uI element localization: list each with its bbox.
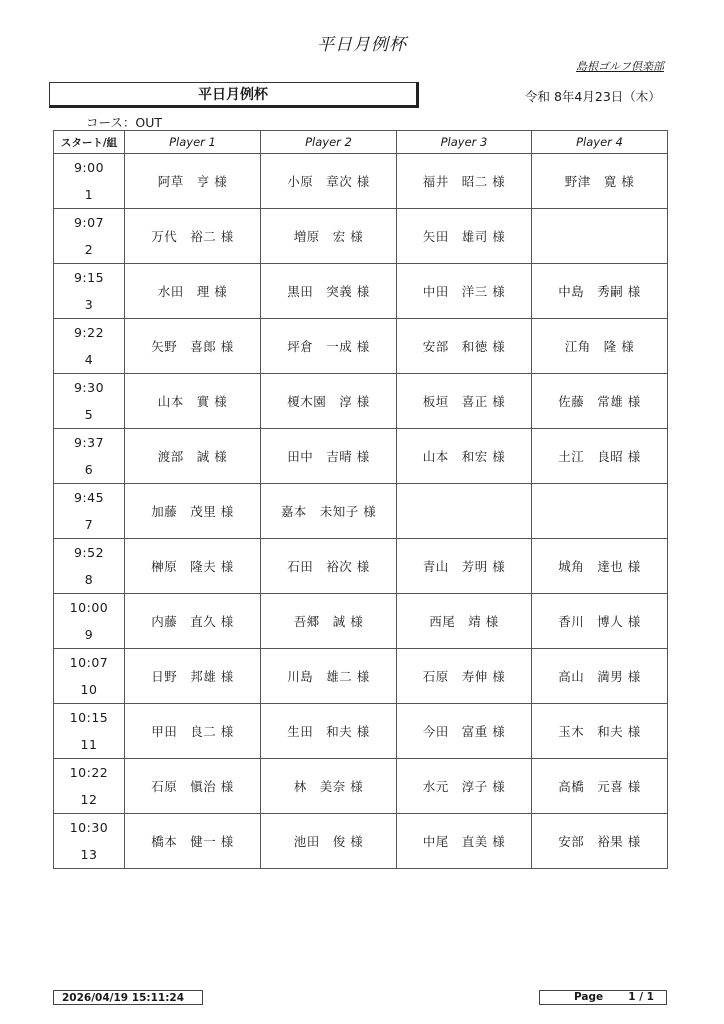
player-cell: 阿草 亨 様 [125,154,261,209]
start-slot-cell [54,814,125,869]
player-cell: 万代 裕二 様 [125,209,261,264]
player-cell: 橋本 健一 様 [125,814,261,869]
group-number: 6 [84,462,94,477]
player-cell: 矢田 雄司 様 [397,209,532,264]
player-cell: 土江 良昭 様 [532,429,668,484]
player-cell: 城角 達也 様 [532,539,668,594]
player-cell: 小原 章次 様 [261,154,397,209]
player-cell: 青山 芳明 様 [397,539,532,594]
player-cell: 黒田 突義 様 [261,264,397,319]
player-cell: 山本 實 様 [125,374,261,429]
start-time: 10:22 [69,765,109,780]
player-cell: 増原 宏 様 [261,209,397,264]
table-row [54,814,668,869]
player-cell: 中田 洋三 様 [397,264,532,319]
table-row [54,209,668,264]
player-cell: 矢野 喜郎 様 [125,319,261,374]
group-number: 10 [80,682,98,697]
table-row [54,594,668,649]
player-cell [532,209,668,264]
player-cell: 林 美奈 様 [261,759,397,814]
player-cell: 高山 満男 様 [532,649,668,704]
course-label: コース：OUT [86,115,162,130]
group-number: 13 [80,847,98,862]
page-label: Page [574,991,604,1003]
player-cell: 甲田 良二 様 [125,704,261,759]
player-cell: 安部 和徳 様 [397,319,532,374]
column-header-player-4: Player 4 [532,131,668,154]
group-number: 5 [84,407,94,422]
player-cell: 石原 寿伸 様 [397,649,532,704]
player-cell: 石田 裕次 様 [261,539,397,594]
table-row [54,154,668,209]
player-cell: 安部 裕果 様 [532,814,668,869]
start-slot-cell [54,374,125,429]
start-time: 9:00 [73,160,105,175]
page-indicator [539,990,667,1005]
player-cell: 池田 俊 様 [261,814,397,869]
start-time: 9:15 [73,270,105,285]
column-header-player-1: Player 1 [125,131,261,154]
start-slot-cell [54,539,125,594]
table-row [54,429,668,484]
player-cell: 佐藤 常雄 様 [532,374,668,429]
table-row [54,759,668,814]
player-cell [532,484,668,539]
start-slot-cell [54,704,125,759]
player-cell: 今田 富重 様 [397,704,532,759]
group-number: 1 [84,187,94,202]
start-slot-cell [54,429,125,484]
start-slot-cell [54,154,125,209]
player-cell: 野津 寛 様 [532,154,668,209]
start-time: 9:22 [73,325,105,340]
group-number: 4 [84,352,94,367]
event-date: 令和 8年4月23日（木） [525,89,661,104]
table-row [54,264,668,319]
group-number: 9 [84,627,94,642]
event-title-box: 平日月例杯 [49,82,419,108]
player-cell [397,484,532,539]
player-cell: 水元 淳子 様 [397,759,532,814]
player-cell: 嘉本 未知子 様 [261,484,397,539]
group-number: 12 [80,792,98,807]
player-cell: 西尾 靖 様 [397,594,532,649]
start-time: 10:30 [69,820,109,835]
page-number: 1 / 1 [628,991,654,1003]
start-slot-cell [54,484,125,539]
player-cell: 日野 邦雄 様 [125,649,261,704]
group-number: 8 [84,572,94,587]
group-number: 11 [80,737,98,752]
start-slot-cell [54,594,125,649]
start-slot-cell [54,209,125,264]
player-cell: 生田 和夫 様 [261,704,397,759]
tee-schedule-table [53,130,668,869]
player-cell: 榎木園 淳 様 [261,374,397,429]
player-cell: 榊原 隆夫 様 [125,539,261,594]
group-number: 7 [84,517,94,532]
player-cell: 内藤 直久 様 [125,594,261,649]
group-number: 3 [84,297,94,312]
print-timestamp: 2026/04/19 15:11:24 [53,990,203,1005]
table-row [54,649,668,704]
start-time: 10:00 [69,600,109,615]
start-slot-cell [54,759,125,814]
group-number: 2 [84,242,94,257]
column-header-player-3: Player 3 [397,131,532,154]
player-cell: 水田 理 様 [125,264,261,319]
player-cell: 中島 秀嗣 様 [532,264,668,319]
table-row [54,374,668,429]
player-cell: 石原 愼治 様 [125,759,261,814]
player-cell: 江角 隆 様 [532,319,668,374]
table-row [54,319,668,374]
table-body [54,154,668,869]
player-cell: 渡部 誠 様 [125,429,261,484]
table-row [54,539,668,594]
start-slot-cell [54,649,125,704]
start-time: 9:30 [73,380,105,395]
table-header-row [54,131,668,154]
start-time: 10:15 [69,710,109,725]
column-header-start-group: スタート/組 [54,131,125,154]
start-time: 9:45 [73,490,105,505]
column-header-player-2: Player 2 [261,131,397,154]
player-cell: 福井 昭二 様 [397,154,532,209]
player-cell: 中尾 直美 様 [397,814,532,869]
player-cell: 板垣 喜正 様 [397,374,532,429]
player-cell: 田中 吉晴 様 [261,429,397,484]
table-row [54,484,668,539]
page-title: 平日月例杯 [317,35,407,55]
player-cell: 山本 和宏 様 [397,429,532,484]
table-row [54,704,668,759]
player-cell: 香川 博人 様 [532,594,668,649]
start-time: 9:07 [73,215,105,230]
player-cell: 高橋 元喜 様 [532,759,668,814]
player-cell: 玉木 和夫 様 [532,704,668,759]
player-cell: 吾郷 誠 様 [261,594,397,649]
start-time: 9:52 [73,545,105,560]
player-cell: 坪倉 一成 様 [261,319,397,374]
start-time: 9:37 [73,435,105,450]
player-cell: 川島 雄二 様 [261,649,397,704]
start-slot-cell [54,319,125,374]
start-time: 10:07 [69,655,109,670]
club-name: 島根ゴルフ倶楽部 [576,60,664,73]
player-cell: 加藤 茂里 様 [125,484,261,539]
start-slot-cell [54,264,125,319]
